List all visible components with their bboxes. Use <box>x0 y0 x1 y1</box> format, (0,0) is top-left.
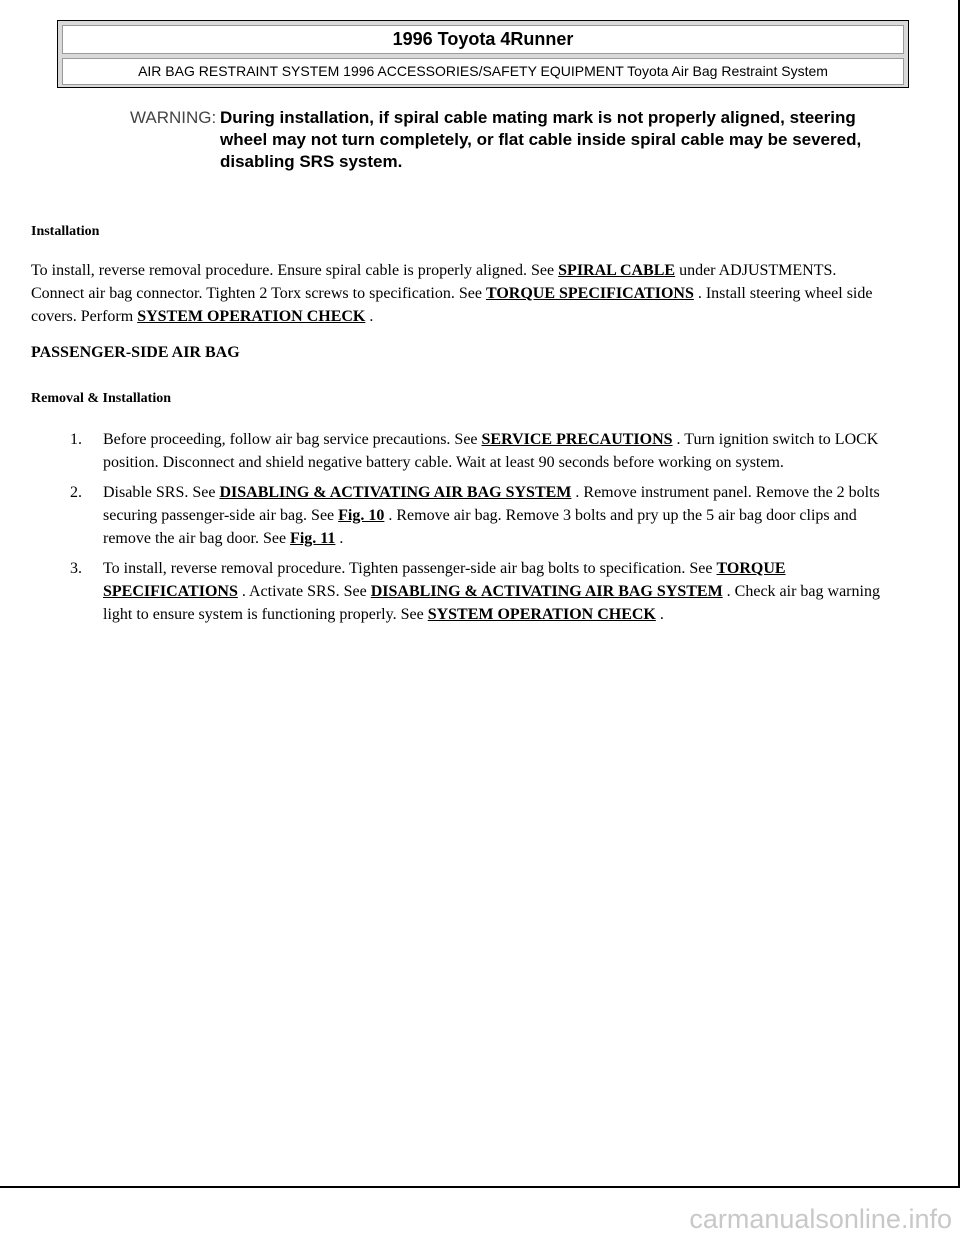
watermark: carmanualsonline.info <box>689 1204 952 1234</box>
step-text: . <box>335 530 344 547</box>
link-torque-specifications[interactable]: TORQUE SPECIFICATIONS <box>103 560 786 600</box>
step-text: . Check air bag warning light to ensure system is functioning properly. See <box>103 583 880 623</box>
header-title: 1996 Toyota 4Runner <box>62 25 904 54</box>
installation-heading: Installation <box>31 224 100 239</box>
installation-paragraph <box>31 259 891 328</box>
paragraph-text: To install, reverse removal procedure. Ensure spiral cable is properly aligned. See <box>31 262 559 279</box>
procedure-steps <box>70 428 890 633</box>
step-text: . Activate SRS. See <box>237 583 371 600</box>
link-disabling-activating[interactable]: DISABLING & ACTIVATING AIR BAG SYSTEM <box>370 583 723 600</box>
step-text: Disable SRS. See <box>103 484 220 501</box>
passenger-side-heading: PASSENGER-SIDE AIR BAG <box>31 344 240 361</box>
step-text: To install, reverse removal procedure. Tighten passenger-side air bag bolts to specification. See <box>103 560 717 577</box>
link-spiral-cable[interactable]: SPIRAL CABLE <box>558 262 676 279</box>
link-torque-specifications[interactable]: TORQUE SPECIFICATIONS <box>485 285 694 302</box>
step-text: . Remove instrument panel. Remove the 2 bolts securing passenger-side air bag. See <box>103 484 880 524</box>
document-header <box>57 20 909 88</box>
link-system-operation-check[interactable]: SYSTEM OPERATION CHECK <box>137 308 366 325</box>
warning-text: During installation, if spiral cable mating mark is not properly aligned, steering wheel may not turn completely, or flat cable inside spiral cable may be severed, disabling SRS system. <box>220 108 862 171</box>
step-3 <box>70 557 890 626</box>
step-number: 1. <box>70 431 82 448</box>
step-text: Before proceeding, follow air bag service precautions. See <box>103 431 482 448</box>
removal-installation-heading: Removal & Installation <box>31 391 171 406</box>
header-subtitle: AIR BAG RESTRAINT SYSTEM 1996 ACCESSORIES/SAFETY EQUIPMENT Toyota Air Bag Restraint System <box>62 58 904 85</box>
step-number: 3. <box>70 560 82 577</box>
link-fig-11[interactable]: Fig. 11 <box>290 530 336 547</box>
link-system-operation-check[interactable]: SYSTEM OPERATION CHECK <box>427 606 656 623</box>
link-disabling-activating[interactable]: DISABLING & ACTIVATING AIR BAG SYSTEM <box>219 484 572 501</box>
step-2 <box>70 481 890 550</box>
step-1 <box>70 428 890 474</box>
link-fig-10[interactable]: Fig. 10 <box>338 507 385 524</box>
step-text: . Remove air bag. Remove 3 bolts and pry up the 5 air bag door clips and remove the air bag door. See <box>103 507 857 547</box>
step-text: . Turn ignition switch to LOCK position. Disconnect and shield negative battery cable. Wait at least 90 seconds before working on system. <box>103 431 879 471</box>
paragraph-text: . <box>365 308 374 325</box>
link-service-precautions[interactable]: SERVICE PRECAUTIONS <box>481 431 673 448</box>
step-number: 2. <box>70 484 82 501</box>
warning-label: WARNING: <box>130 108 217 127</box>
paragraph-text: . Install steering wheel side covers. Perform <box>31 285 873 325</box>
paragraph-text: under ADJUSTMENTS. Connect air bag connector. Tighten 2 Torx screws to specification. See <box>31 262 837 302</box>
step-text: . <box>655 606 664 623</box>
